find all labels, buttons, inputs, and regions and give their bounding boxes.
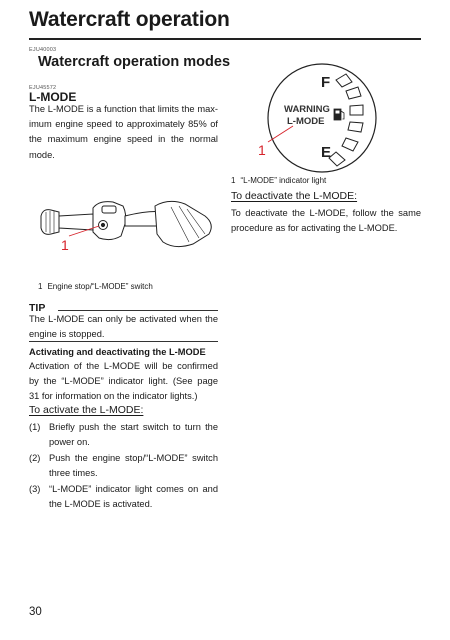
deactivate-heading: To deactivate the L-MODE:	[231, 190, 358, 202]
section-title: Watercraft operation modes	[38, 54, 231, 70]
lmode-code: EJU45572	[29, 85, 57, 91]
page-number: 30	[29, 606, 42, 618]
lmode-indicator-illustration	[238, 60, 378, 180]
deactivate-text: To deactivate the L-MODE, follow the same procedure as for activating the L-MODE.	[231, 208, 421, 234]
indicator-caption: 1 “L-MODE” indicator light	[231, 176, 327, 185]
lmode-title: L-MODE	[29, 90, 77, 104]
activate-heading: To activate the L-MODE:	[29, 404, 144, 416]
engine-stop-switch-illustration	[29, 192, 224, 260]
tip-label: TIP	[29, 302, 46, 314]
switch-caption: 1 Engine stop/“L-MODE” switch	[38, 282, 153, 291]
tip-bottom-rule	[29, 341, 218, 342]
activating-heading: Activating and deactivating the L-MODE	[29, 347, 206, 357]
activating-text: Activation of the L-MODE will be confirmed by the “L-MODE” indicator light. (See page 31 for information on the indicator lights.)	[29, 361, 218, 402]
gauge-empty-letter: E	[321, 144, 332, 161]
lmode-intro: The L-MODE is a function that limits the max- imum engine speed to approximately 85% of the maximum engine speed in the normal mode.	[29, 104, 218, 160]
page-header-title: Watercraft operation	[29, 8, 230, 31]
tip-top-rule	[58, 310, 218, 311]
switch-callout-number: 1	[61, 237, 69, 253]
tip-text: The L-MODE can only be activated when the engine is stopped.	[29, 314, 218, 340]
gauge-full-letter: F	[321, 74, 331, 91]
indicator-callout-number: 1	[258, 142, 266, 158]
warning-label: WARNING	[284, 104, 330, 115]
header-rule	[29, 38, 421, 40]
section-code: EJU40003	[29, 47, 57, 53]
lmode-label: L-MODE	[287, 116, 325, 127]
